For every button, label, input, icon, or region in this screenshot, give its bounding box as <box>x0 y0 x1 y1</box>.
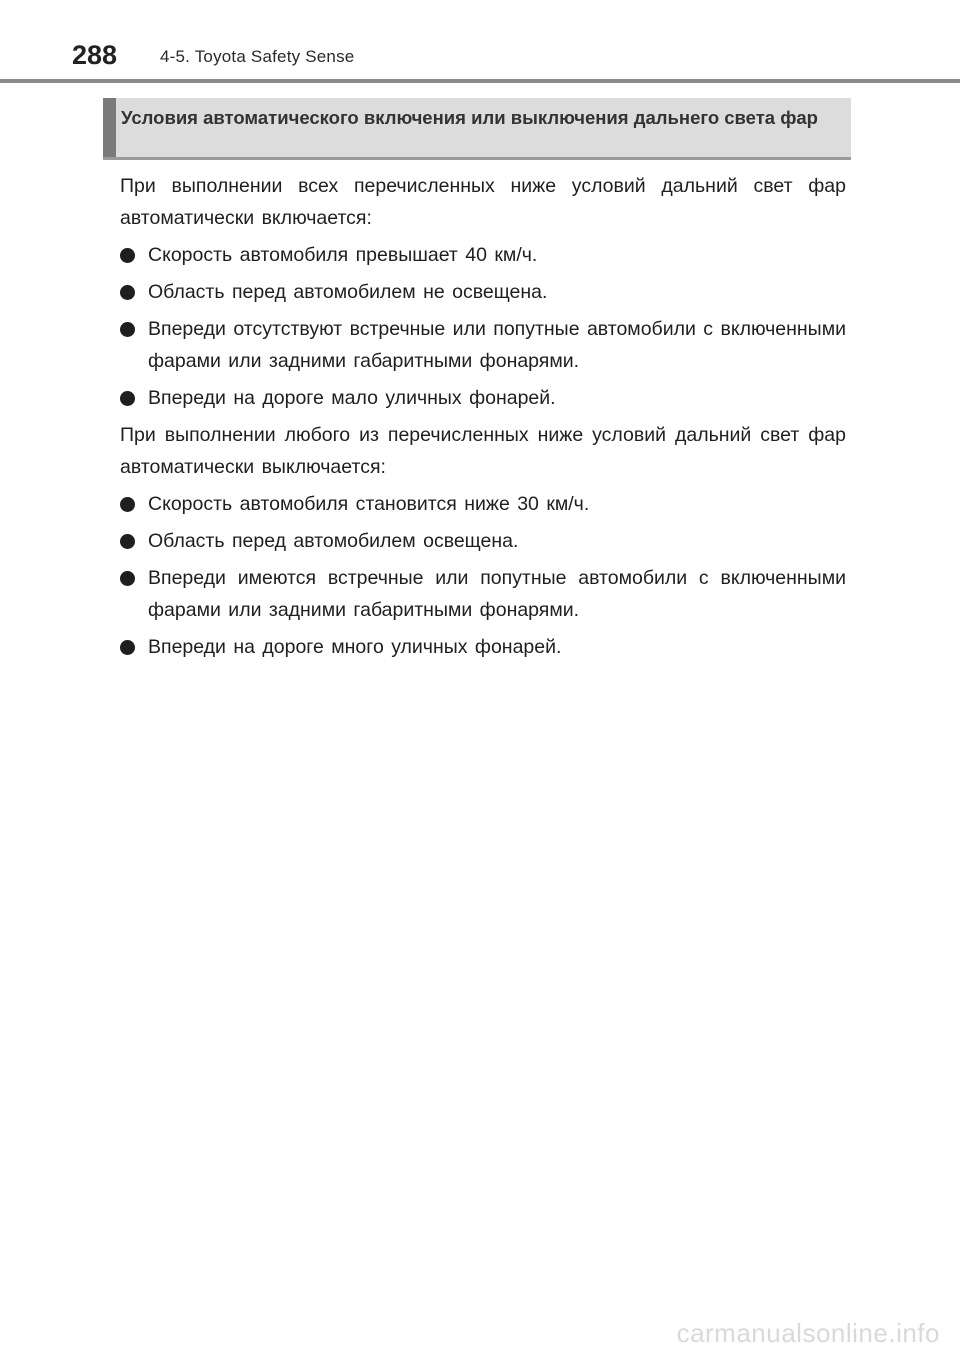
list-item <box>120 631 846 663</box>
bullet-icon <box>120 640 135 655</box>
list-item-text: Область перед автомобилем освещена. <box>148 530 519 552</box>
list-item <box>120 313 846 377</box>
off-conditions-intro: При выполнении любого из перечисленных ниже условий дальний свет фар автоматически выключается: <box>120 424 846 478</box>
bullet-icon <box>120 497 135 512</box>
list-item <box>120 276 846 308</box>
subsection-title: Условия автоматического включения или выключения дальнего света фар <box>121 107 818 128</box>
list-item-text: Впереди отсутствуют встречные или попутные автомобили с включенными фарами или задними габаритными фонарями. <box>148 318 846 372</box>
list-item <box>120 562 846 626</box>
list-item-text: Скорость автомобиля становится ниже 30 км/ч. <box>148 493 590 515</box>
list-item-text: Впереди на дороге много уличных фонарей. <box>148 636 562 658</box>
page-header <box>0 0 960 82</box>
list-item-text: Область перед автомобилем не освещена. <box>148 281 548 303</box>
watermark: carmanualsonline.info <box>676 1318 940 1348</box>
header-divider <box>0 79 960 83</box>
list-item <box>120 525 846 557</box>
on-conditions-intro: При выполнении всех перечисленных ниже условий дальний свет фар автоматически включается: <box>120 175 846 229</box>
body-content <box>120 170 846 668</box>
list-item <box>120 382 846 414</box>
section-label: 4-5. Toyota Safety Sense <box>160 47 355 66</box>
bullet-icon <box>120 248 135 263</box>
subsection-accent-bar <box>103 98 116 157</box>
bullet-icon <box>120 391 135 406</box>
list-item-text: Скорость автомобиля превышает 40 км/ч. <box>148 244 538 266</box>
subsection-heading <box>103 98 851 160</box>
bullet-icon <box>120 571 135 586</box>
list-item-text: Впереди на дороге мало уличных фонарей. <box>148 387 556 409</box>
list-item-text: Впереди имеются встречные или попутные автомобили с включенными фарами или задними габаритными фонарями. <box>148 567 846 621</box>
bullet-icon <box>120 534 135 549</box>
bullet-icon <box>120 322 135 337</box>
bullet-icon <box>120 285 135 300</box>
page-number: 288 <box>72 40 118 70</box>
list-item <box>120 239 846 271</box>
list-item <box>120 488 846 520</box>
